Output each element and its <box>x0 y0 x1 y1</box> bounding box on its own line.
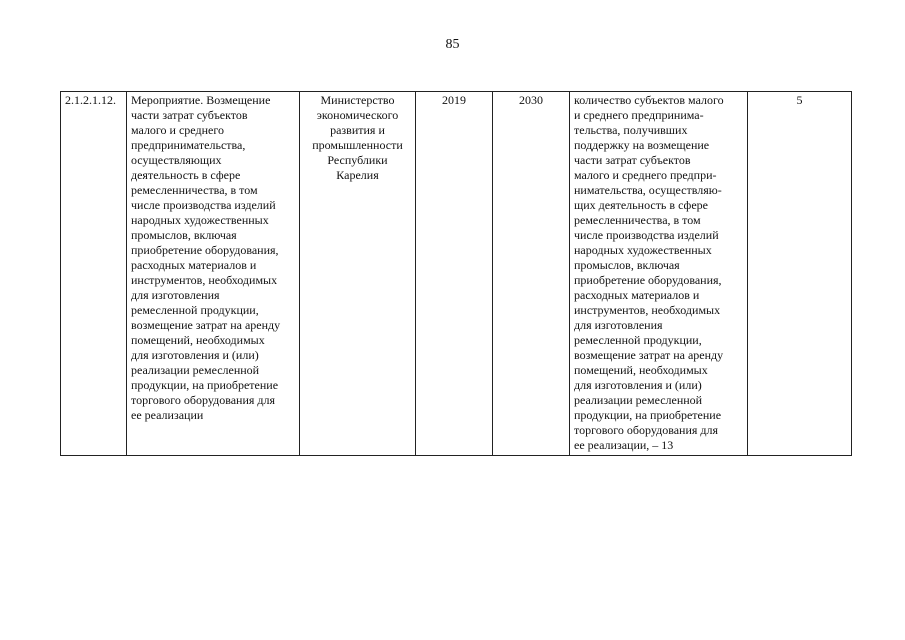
executor-cell: Министерство экономического развития и промышленности Республики Карелия <box>300 92 416 456</box>
page-number: 85 <box>445 37 460 52</box>
value-cell: 5 <box>748 92 852 456</box>
table-row <box>61 92 852 456</box>
indicator-cell: количество субъектов малого и среднего предпринима- тельства, получивших поддержку на возмещение части затрат субъектов малого и среднего предпри- нимательства, осуществляю- щих деятельность в сфере ремесленничества, в том числе производства изделий народных художественных промыслов, включая приобретение оборудования, расходных материалов и инструментов, необходимых для изготовления ремесленной продукции, возмещение затрат на аренду помещений, необходимых для изготовления и (или) реализации ремесленной продукции, на приобретение торгового оборудования для ее реализации, – 13 <box>570 92 748 456</box>
end-year-cell: 2030 <box>493 92 570 456</box>
start-year-cell: 2019 <box>416 92 493 456</box>
event-description-cell: Мероприятие. Возмещение части затрат субъектов малого и среднего предпринимательства, осуществляющих деятельность в сфере ремесленничества, в том числе производства изделий народных художественных промыслов, включая приобретение оборудования, расходных материалов и инструментов, необходимых для изготовления ремесленной продукции, возмещение затрат на аренду помещений, необходимых для изготовления и (или) реализации ремесленной продукции, на приобретение торгового оборудования для ее реализации <box>127 92 300 456</box>
program-table <box>60 91 852 456</box>
item-number-cell: 2.1.2.1.12. <box>61 92 127 456</box>
